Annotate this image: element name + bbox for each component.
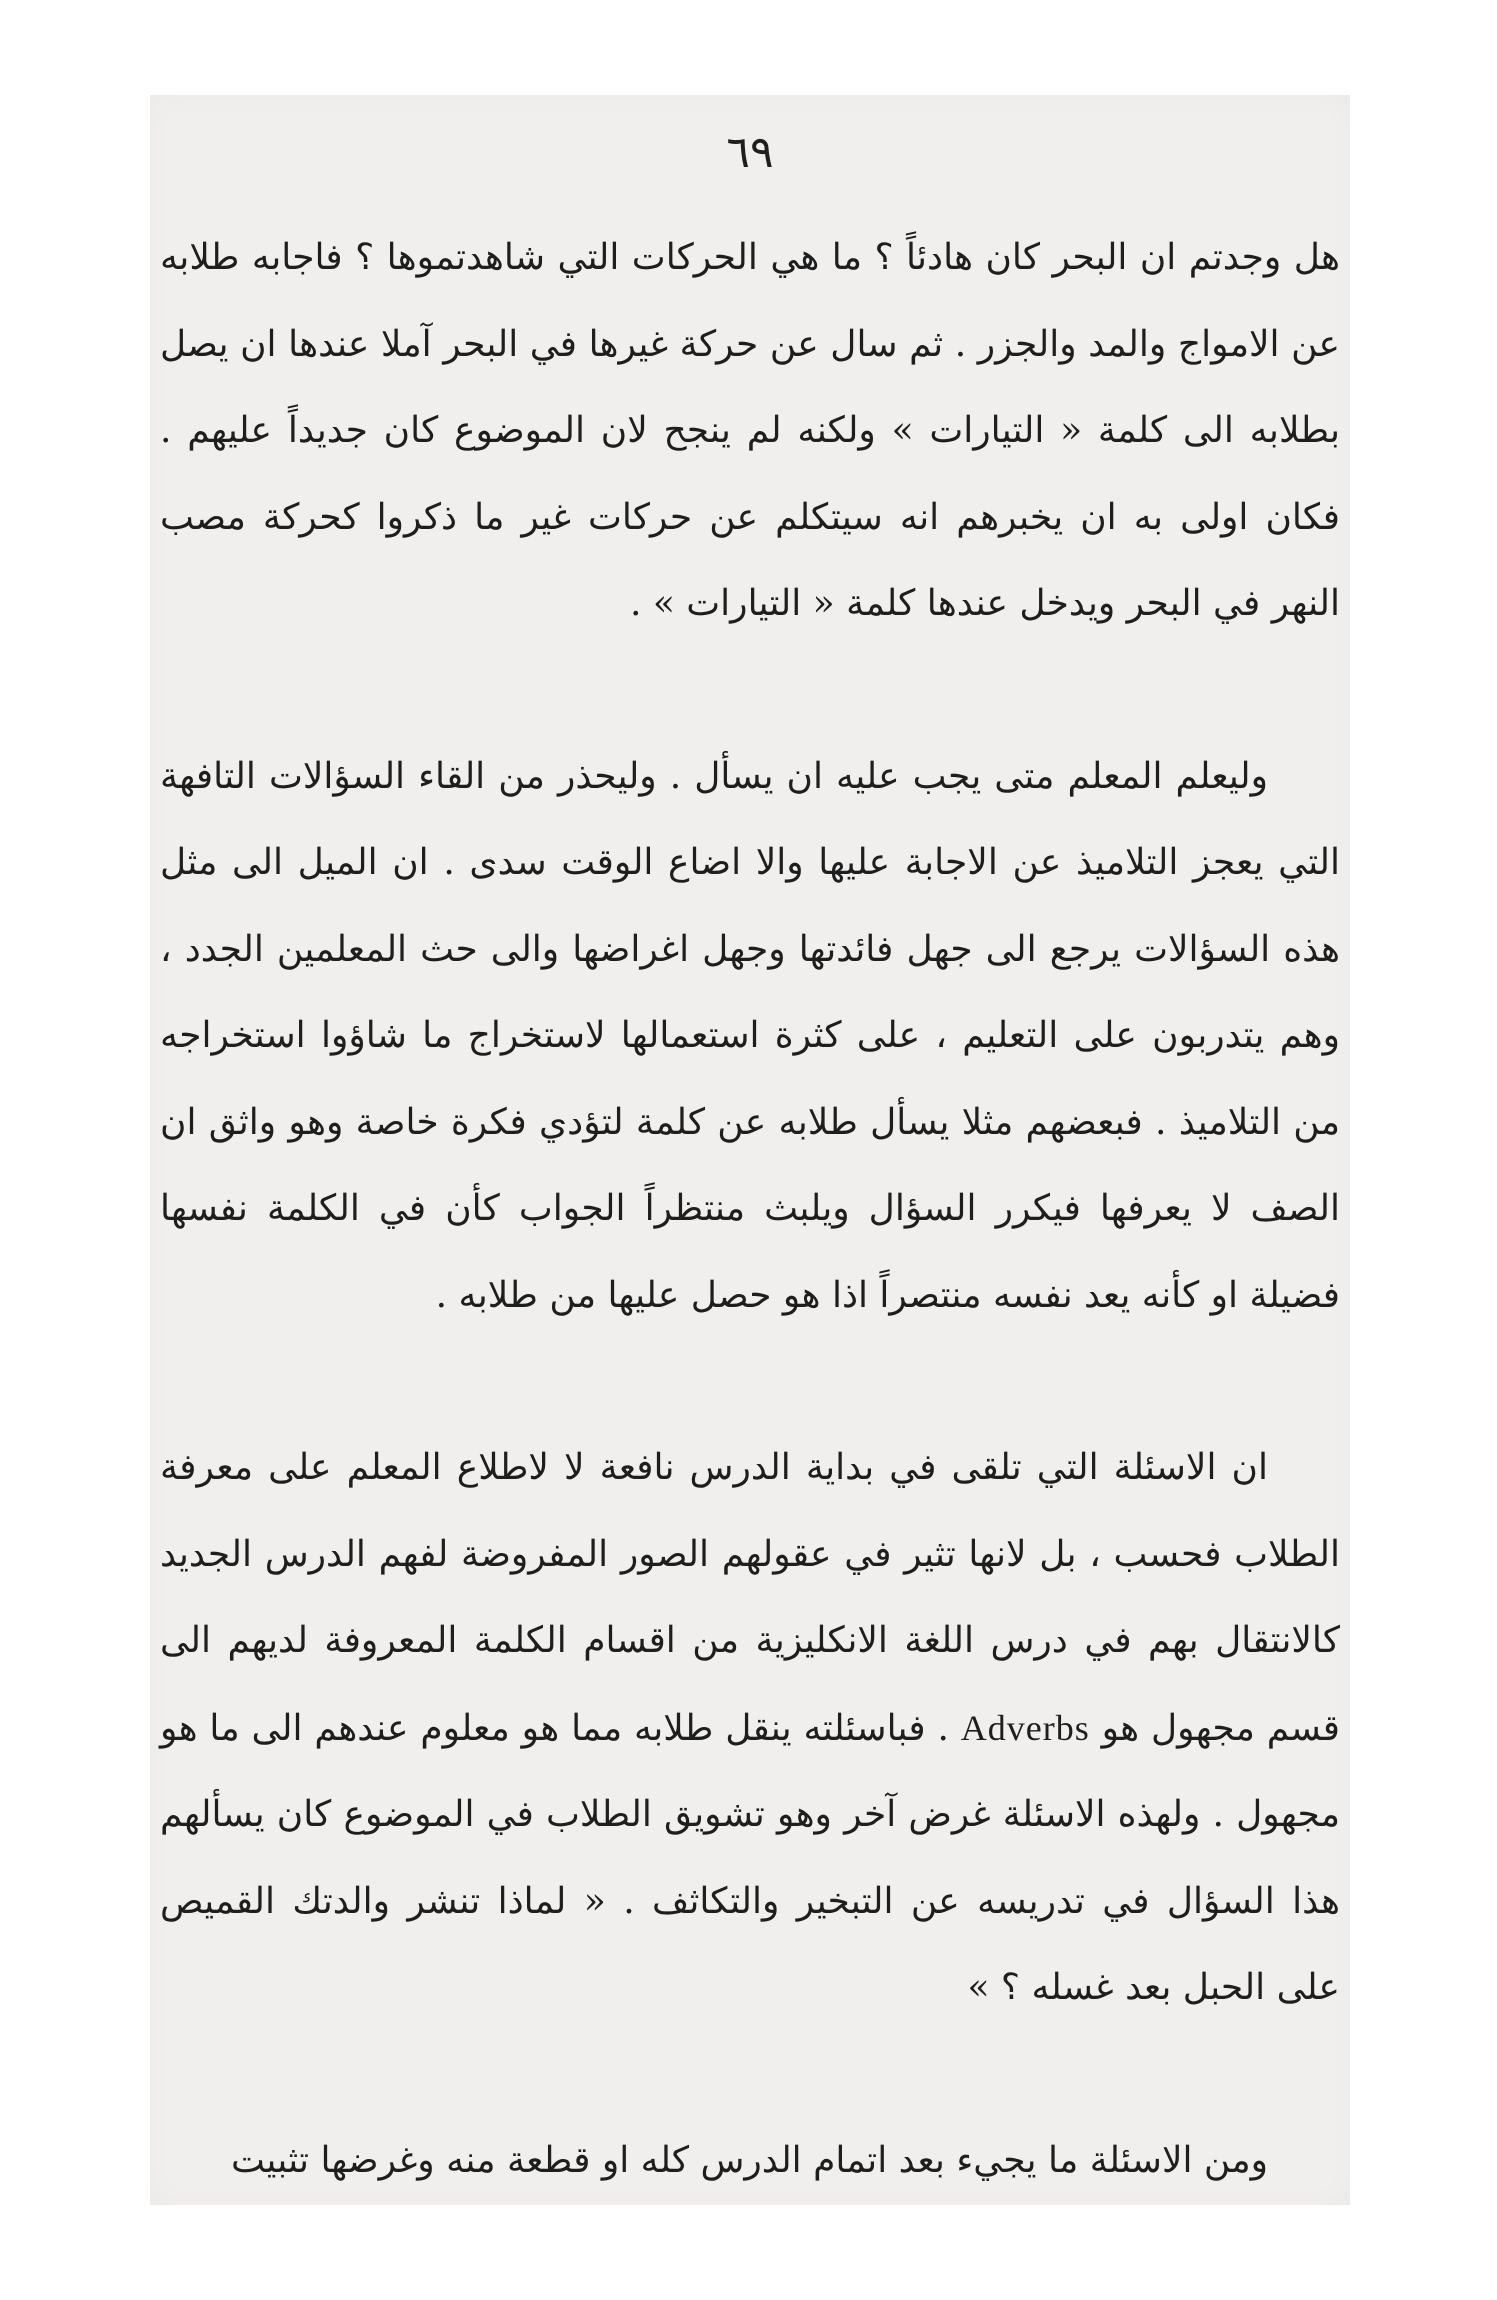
scanned-page (150, 95, 1350, 2205)
paragraph-1: هل وجدتم ان البحر كان هادئاً ؟ ما هي الحركات التي شاهدتموها ؟ فاجابه طلابه عن الامواج والمد والجزر . ثم سال عن حركة غيرها في البحر آملا عندها ان يصل بطلابه الى كلمة « التيارات » ولكنه لم ينجح لان الموضوع كان جديداً عليهم . فكان اولى به ان يخبرهم انه سيتكلم عن حركات غير ما ذكروا كحركة مصب النهر في البحر ويدخل عندها كلمة « التيارات » . (160, 237, 1340, 624)
paragraph-2: وليعلم المعلم متى يجب عليه ان يسأل . وليحذر من القاء السؤالات التافهة التي يعجز التلاميذ عن الاجابة عليها والا اضاع الوقت سدى . ان الميل الى مثل هذه السؤالات يرجع الى جهل فائدتها وجهل اغراضها والى حث المعلمين الجدد ، وهم يتدربون على التعليم ، على كثرة استعمالها لاستخراج ما شاؤوا استخراجه من التلاميذ . فبعضهم مثلا يسأل طلابه عن كلمة لتؤدي فكرة خاصة وهو واثق ان الصف لا يعرفها فيكرر السؤال ويلبث منتظراً الجواب كأن في الكلمة نفسها فضيلة او كأنه يعد نفسه منتصراً اذا هو حصل عليها من طلابه . (160, 755, 1340, 1316)
paragraph-gap (160, 648, 1340, 734)
paragraph-gap (160, 2032, 1340, 2118)
paragraph-3-text-before: ان الاسئلة التي تلقى في بداية الدرس نافعة لا لاطلاع المعلم على معرفة الطلاب فحسب ، بل لانها تثير في عقولهم الصور المفروضة لفهم الدرس الجديد كالانتقال بهم في درس اللغة الانكليزية من اقسام الكلمة المعروفة لديهم الى قسم مجهول هو (160, 1447, 1340, 1749)
body-text (160, 215, 1340, 2204)
page-number: ٦٩ (726, 127, 774, 178)
paragraph-3-text-after: . فباسئلته ينقل طلابه مما هو معلوم عندهم الى ما هو مجهول . ولهذه الاسئلة غرض آخر وهو تشويق الطلاب في الموضوع كان يسألهم هذا السؤال في تدريسه عن التبخير والتكاثف . « لماذا تنشر والدتك القميص على الحبل بعد غسله ؟ » (160, 1707, 1340, 2008)
paragraph-4: ومن الاسئلة ما يجيء بعد اتمام الدرس كله او قطعة منه وغرضها تثبيت (231, 2139, 1268, 2181)
paragraph-3 (160, 1425, 1340, 2032)
latin-term: Adverbs (960, 1707, 1090, 1748)
paragraph-gap (160, 1339, 1340, 1425)
